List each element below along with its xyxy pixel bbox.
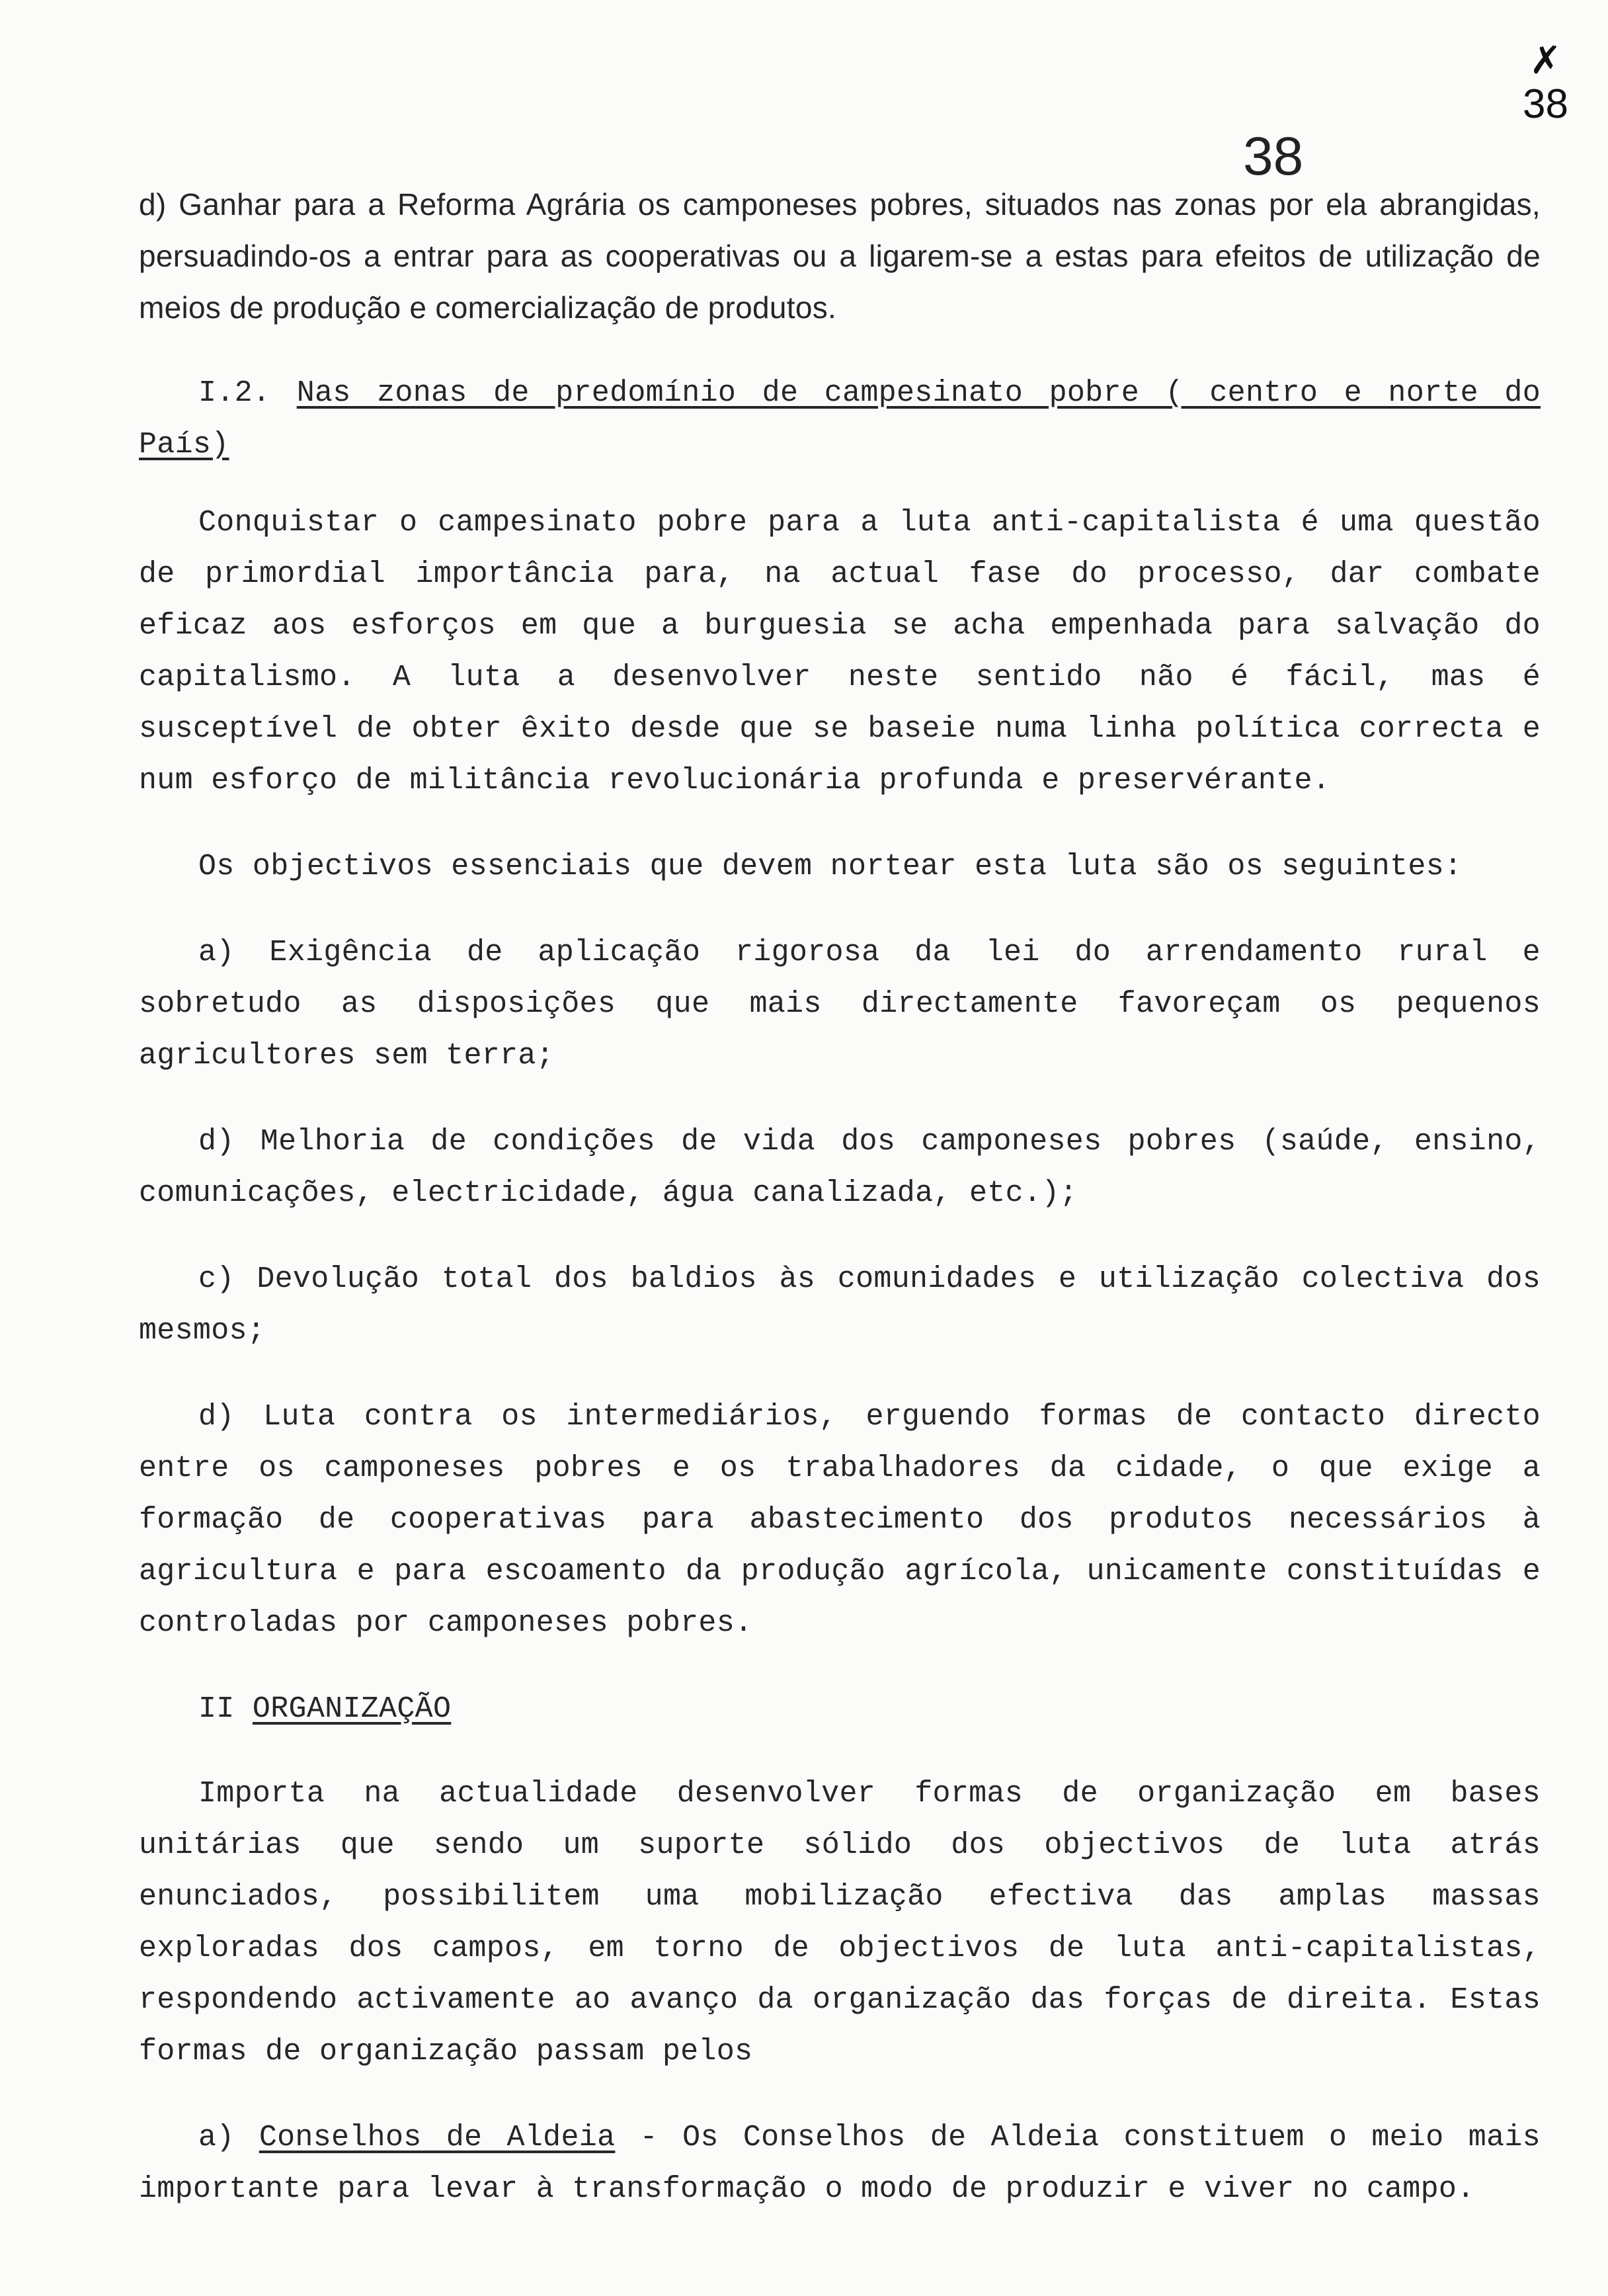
paragraph-importa: Importa na actualidade desenvolver formas de organização em bases unitárias que sendo um suporte sólido dos objectivos de luta atrás enunciados, possibilitem uma mobilização efectiva das amplas massas exploradas dos campos, em torno de objectivos de luta anti-capitalistas, respondendo activamente ao avanço da organização das forças de direita. Estas formas de organização passam pelos: [139, 1777, 1541, 2069]
list-item-d-luta: d) Luta contra os intermediários, erguendo formas de contacto directo entre os camponeses pobres e os trabalhadores da cidade, o que exige a formação de cooperativas para abastecimento dos produtos necessários à agricultura e para escoamento da produção agrícola, unicamente constituídas e controladas por camponeses pobres.: [139, 1400, 1541, 1640]
corner-page-number: [1523, 40, 1568, 127]
list-item-a: a) Exigência de aplicação rigorosa da lei do arrendamento rural e sobretudo as disposições que mais directamente favoreçam os pequenos agricultores sem terra;: [139, 936, 1541, 1073]
list-item-c: c) Devolução total dos baldios às comunidades e utilização colectiva dos mesmos;: [139, 1262, 1541, 1348]
scribble-mark: ✗: [1529, 39, 1562, 82]
section-2-number: II: [198, 1692, 235, 1726]
paragraph-objectivos: Os objectivos essenciais que devem nortear esta luta são os seguintes:: [198, 850, 1463, 883]
section-2-heading: [139, 1684, 1541, 1735]
section-1-2-heading: [139, 368, 1541, 471]
section-1-2-number: I.2.: [198, 376, 271, 410]
section-1-2-title: Nas zonas de predomínio de campesinato pobre ( centro e norte do País): [139, 376, 1541, 462]
document-body: [139, 179, 1541, 2250]
list-item-d-melhoria: d) Melhoria de condições de vida dos camponeses pobres (saúde, ensino, comunicações, electricidade, água canalizada, etc.);: [139, 1125, 1541, 1210]
paragraph-conquistar: Conquistar o campesinato pobre para a luta anti-capitalista é uma questão de primordial importância para, na actual fase do processo, dar combate eficaz aos esforços em que a burguesia se acha empenhada para salvação do capitalismo. A luta a desenvolver neste sentido não é fácil, mas é susceptível de obter êxito desde que se baseie numa linha política correcta e num esforço de militância revolucionária profunda e preservérante.: [139, 506, 1541, 798]
paragraph-ganhar: d) Ganhar para a Reforma Agrária os camponeses pobres, situados nas zonas por ela abrangidas, persuadindo-os a entrar para as cooperativas ou a ligarem-se a estas para efeitos de utilização de meios de produção e comercialização de produtos.: [139, 187, 1541, 325]
section-2-title: ORGANIZAÇÃO: [252, 1692, 452, 1726]
handwritten-page-number: 38: [1243, 126, 1304, 186]
conselhos-text: - Os Conselhos de Aldeia constituem o meio mais importante para levar à transformação o modo de produzir e viver no campo.: [139, 2121, 1541, 2206]
conselhos-label: a): [198, 2121, 259, 2154]
paragraph-conselhos: [139, 2112, 1541, 2215]
corner-page-number-text: 38: [1523, 81, 1568, 127]
conselhos-title: Conselhos de Aldeia: [259, 2121, 616, 2154]
